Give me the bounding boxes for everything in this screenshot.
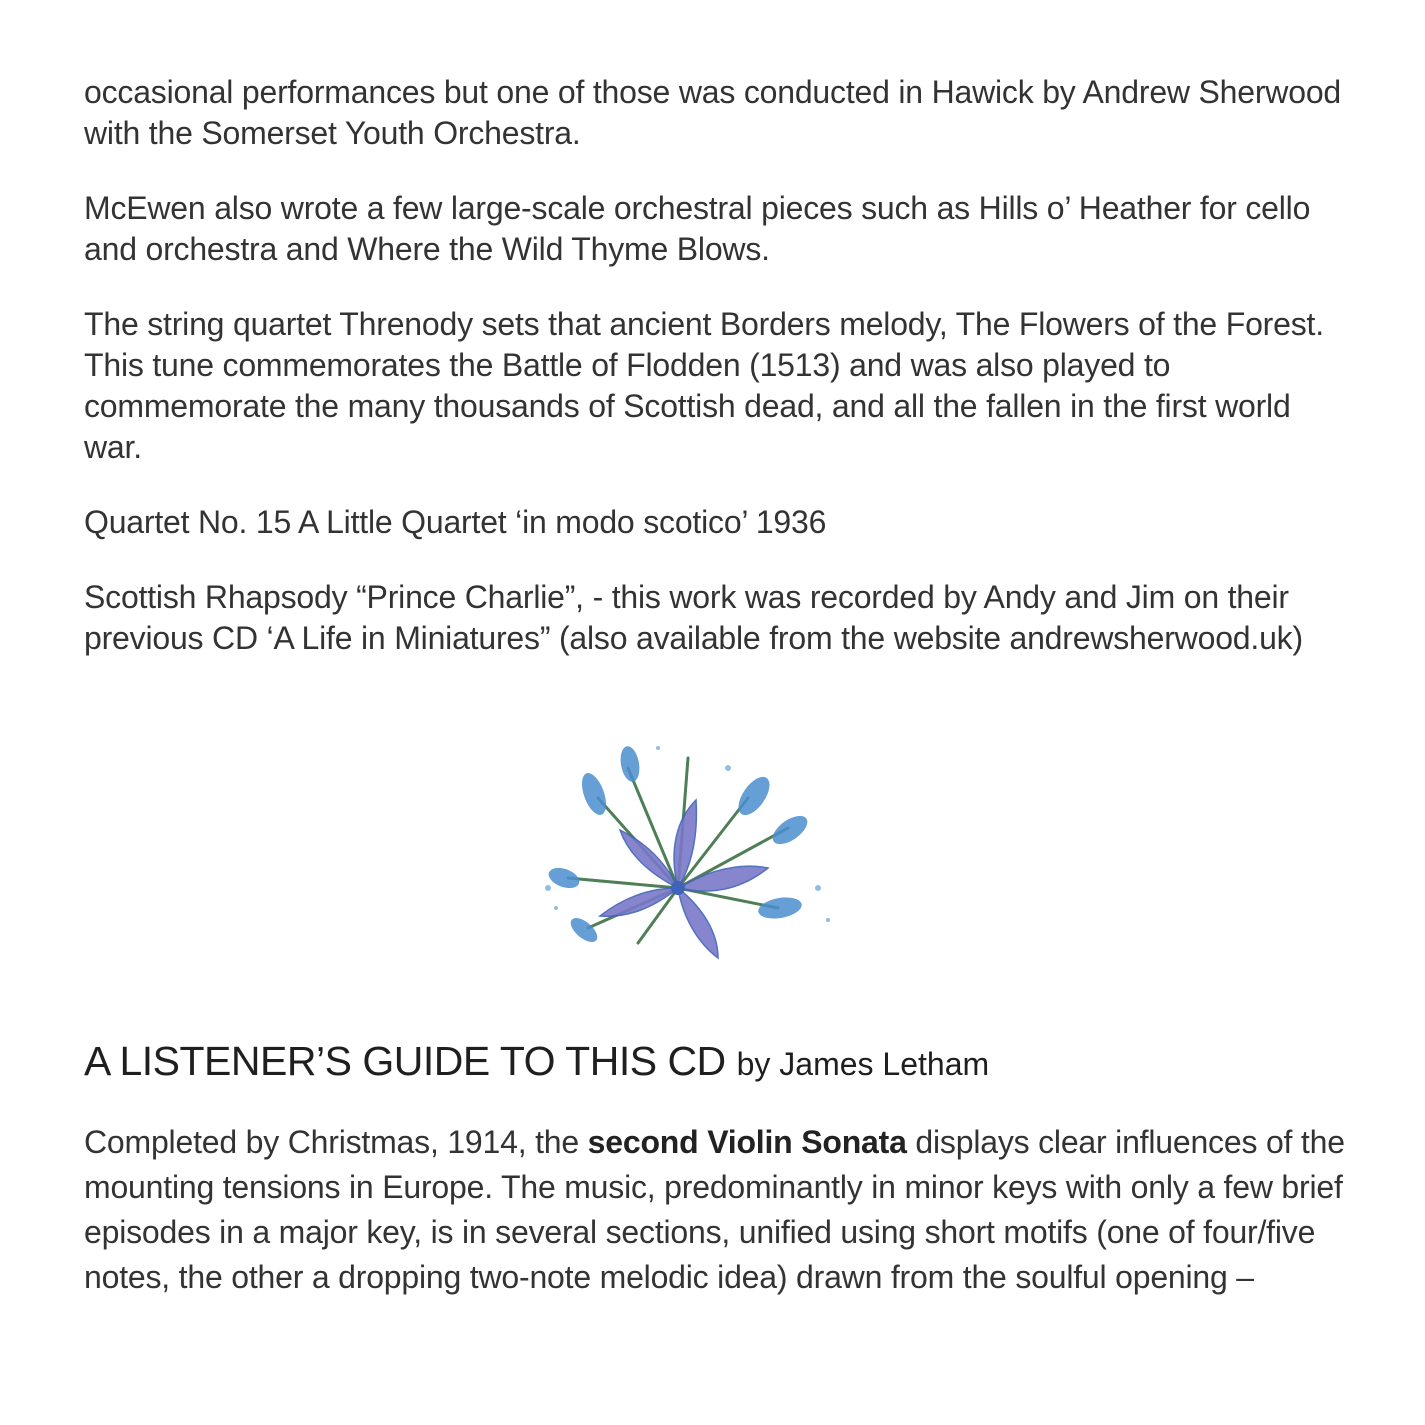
guide-body-before: Completed by Christmas, 1914, the <box>84 1124 588 1160</box>
guide-paragraph <box>84 1120 1359 1300</box>
paragraph-performances: occasional performances but one of those was conducted in Hawick by Andrew Sherwood with the Somerset Youth Orchestra. <box>84 74 1342 151</box>
body-text <box>84 72 1354 693</box>
guide-byline: by James Letham <box>736 1046 990 1082</box>
guide-title: A LISTENER’S GUIDE TO THIS CD <box>84 1038 726 1084</box>
listeners-guide-heading <box>84 1036 1354 1089</box>
paragraph-orchestral-pieces: McEwen also wrote a few large-scale orchestral pieces such as Hills o’ Heather for cello and orchestra and Where the Wild Thyme Blows. <box>84 190 1311 267</box>
guide-body-after: displays clear influences of the mounting tensions in Europe. The music, predominantly in minor keys with only a few brief episodes in a major key, is in several sections, unified using short motifs (one of four/five notes, the other a dropping two-note melodic idea) drawn from the soulful opening – <box>84 1124 1345 1295</box>
paragraph-scottish-rhapsody: Scottish Rhapsody “Prince Charlie”, - this work was recorded by Andy and Jim on their previous CD ‘A Life in Miniatures” (also available from the website andrewsherwood.uk) <box>84 579 1303 656</box>
blue-flower-illustration <box>528 738 848 970</box>
flower-icon <box>528 738 848 970</box>
paragraph-quartet-15: Quartet No. 15 A Little Quartet ‘in modo scotico’ 1936 <box>84 504 827 540</box>
guide-body-bold: second Violin Sonata <box>587 1124 907 1160</box>
paragraph-threnody: The string quartet Threnody sets that ancient Borders melody, The Flowers of the Forest. This tune commemorates the Battle of Flodden (1513) and was also played to commemorate the many thousands of Scottish dead, and all the fallen in the first world war. <box>84 306 1324 465</box>
